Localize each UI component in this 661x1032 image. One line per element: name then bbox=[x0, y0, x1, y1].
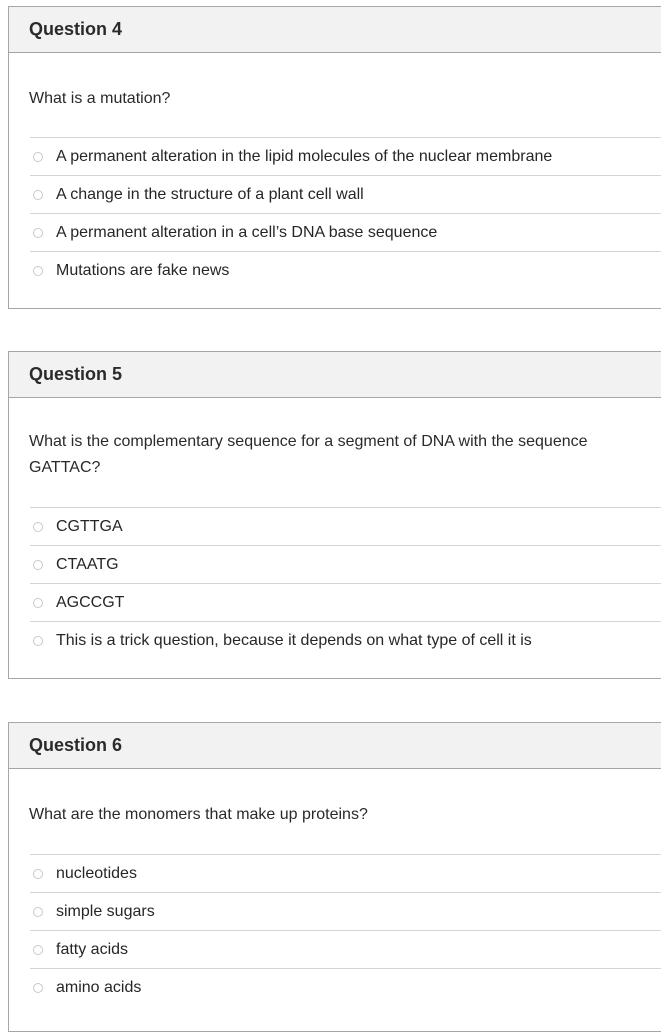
answer-option[interactable] bbox=[30, 621, 661, 659]
answer-option-label: nucleotides bbox=[56, 864, 137, 882]
answer-options bbox=[30, 854, 661, 1006]
radio-button-icon[interactable] bbox=[33, 190, 43, 200]
answer-option[interactable] bbox=[30, 968, 661, 1006]
question-title: Question 6 bbox=[9, 723, 661, 769]
radio-button-icon[interactable] bbox=[33, 983, 43, 993]
answer-option[interactable] bbox=[30, 583, 661, 621]
answer-option-label: fatty acids bbox=[56, 940, 129, 958]
answer-option-label: AGCCGT bbox=[56, 593, 125, 611]
answer-option[interactable] bbox=[30, 545, 661, 583]
radio-button-icon[interactable] bbox=[33, 907, 43, 917]
answer-option[interactable] bbox=[30, 175, 661, 213]
answer-option-label: A permanent alteration in a cell’s DNA base sequence bbox=[56, 223, 438, 241]
answer-option-label: A permanent alteration in the lipid molecules of the nuclear membrane bbox=[56, 147, 553, 165]
radio-button-icon[interactable] bbox=[33, 636, 43, 646]
answer-option[interactable] bbox=[30, 137, 661, 175]
answer-option-label: CTAATG bbox=[56, 555, 119, 573]
question-prompt: What is the complementary sequence for a segment of DNA with the sequence GATTAC? bbox=[29, 433, 588, 476]
answer-option-label: CGTTGA bbox=[56, 517, 123, 535]
answer-option[interactable] bbox=[30, 251, 661, 289]
question-title: Question 4 bbox=[9, 7, 661, 53]
radio-button-icon[interactable] bbox=[33, 266, 43, 276]
question-prompt: What is a mutation? bbox=[29, 90, 171, 107]
radio-button-icon[interactable] bbox=[33, 152, 43, 162]
answer-option[interactable] bbox=[30, 854, 661, 892]
radio-button-icon[interactable] bbox=[33, 598, 43, 608]
question-title: Question 5 bbox=[9, 352, 661, 398]
answer-option-label: Mutations are fake news bbox=[56, 261, 230, 279]
answer-option-label: A change in the structure of a plant cell wall bbox=[56, 185, 364, 203]
radio-button-icon[interactable] bbox=[33, 228, 43, 238]
radio-button-icon[interactable] bbox=[33, 869, 43, 879]
question-prompt: What are the monomers that make up proteins? bbox=[29, 806, 368, 823]
radio-button-icon[interactable] bbox=[33, 522, 43, 532]
answer-options bbox=[30, 137, 661, 289]
answer-option-label: This is a trick question, because it depends on what type of cell it is bbox=[56, 631, 532, 649]
answer-options bbox=[30, 507, 661, 659]
answer-option-label: simple sugars bbox=[56, 902, 155, 920]
answer-option[interactable] bbox=[30, 213, 661, 251]
question-card-5 bbox=[8, 351, 661, 679]
answer-option-label: amino acids bbox=[56, 978, 142, 996]
answer-option[interactable] bbox=[30, 507, 661, 545]
answer-option[interactable] bbox=[30, 892, 661, 930]
answer-option[interactable] bbox=[30, 930, 661, 968]
question-card-6 bbox=[8, 722, 661, 1032]
radio-button-icon[interactable] bbox=[33, 945, 43, 955]
question-card-4 bbox=[8, 6, 661, 309]
radio-button-icon[interactable] bbox=[33, 560, 43, 570]
